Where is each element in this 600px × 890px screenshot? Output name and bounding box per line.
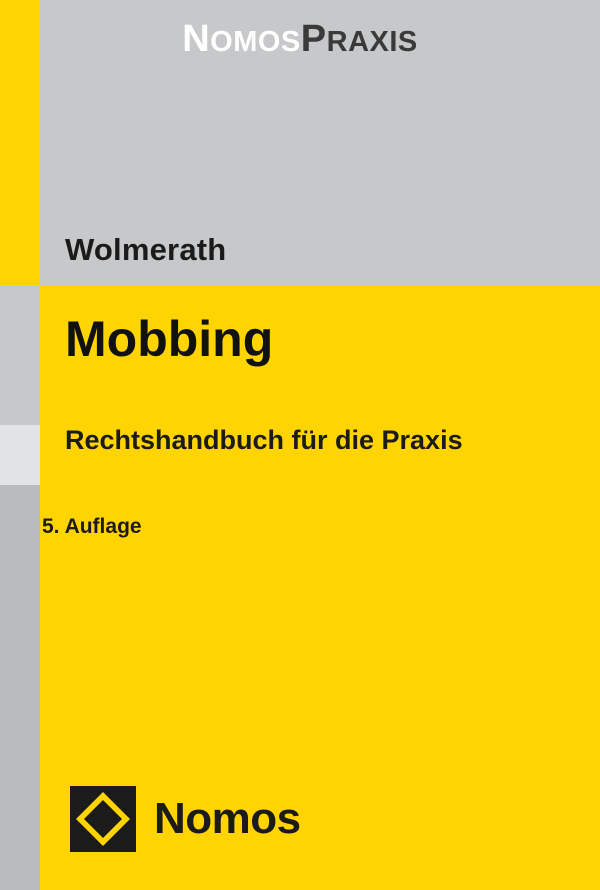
series-logo-nomos-text: OMOS — [210, 26, 301, 58]
nomos-diamond-icon — [70, 786, 136, 852]
book-title: Mobbing — [65, 311, 274, 367]
book-subtitle: Rechtshandbuch für die Praxis — [65, 425, 463, 455]
series-logo-praxis-text: RAXIS — [326, 26, 418, 58]
series-logo-praxis: PRAXIS — [300, 18, 418, 60]
author-name: Wolmerath — [65, 232, 227, 267]
publisher-logo — [70, 786, 301, 852]
edition-label: 5. Auflage — [42, 515, 142, 538]
left-grey-block-1 — [0, 285, 40, 425]
left-grey-block-3 — [0, 485, 40, 890]
series-logo-nomos: NOMOS — [182, 18, 301, 60]
publisher-name: Nomos — [154, 794, 301, 843]
left-grey-block-2 — [0, 425, 40, 485]
series-logo — [0, 18, 600, 61]
